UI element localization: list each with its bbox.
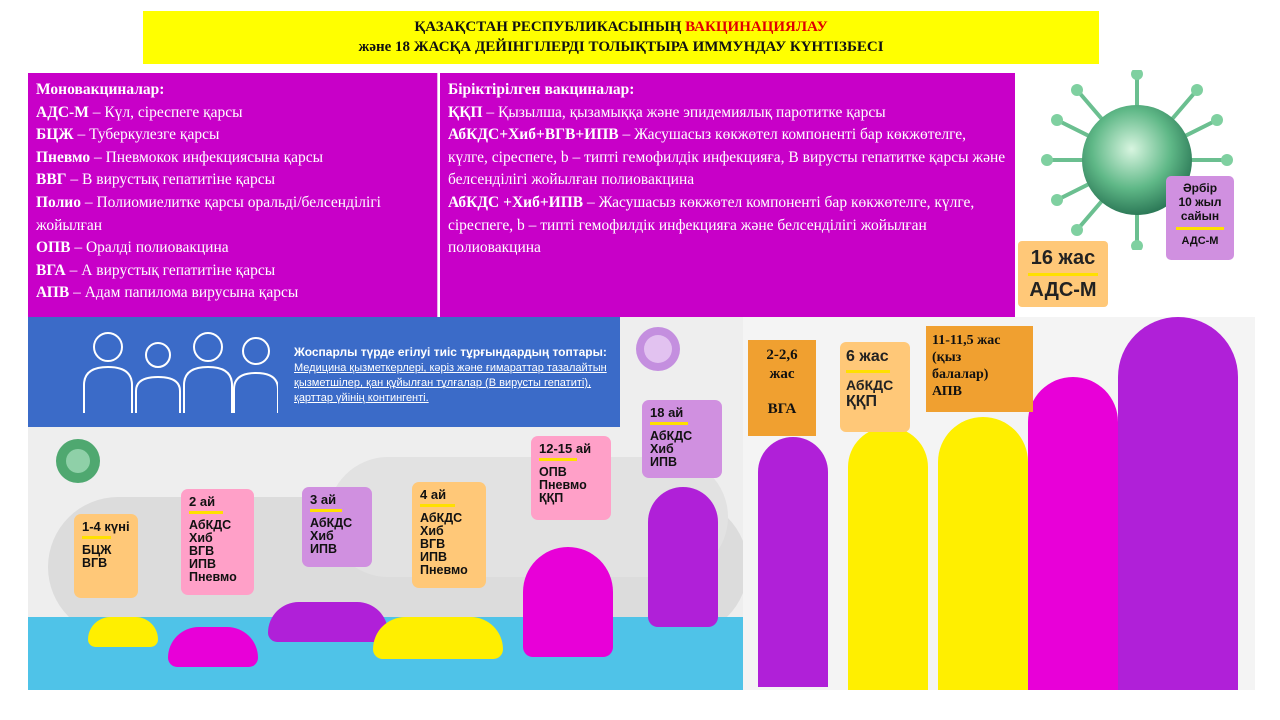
card-bar bbox=[189, 511, 223, 514]
page-title bbox=[143, 11, 1099, 64]
combined-vaccines-panel bbox=[440, 73, 1015, 317]
card-vaccine: АбКДС bbox=[650, 429, 693, 443]
card-line: сайын bbox=[1180, 209, 1220, 223]
mono-abbr: ВГА bbox=[36, 261, 66, 279]
card-line: (қыз bbox=[932, 350, 962, 365]
card-vaccine: ВГВ bbox=[420, 537, 446, 551]
title-line-2: және 18 ЖАСҚА ДЕЙІНГІЛЕРДІ ТОЛЫҚТЫРА ИММУНДАУ КҮНТІЗБЕСІ bbox=[358, 39, 884, 55]
card-vaccine: Пневмо bbox=[189, 570, 237, 584]
card-vaccine: ИПВ bbox=[189, 557, 216, 571]
card-every-10-years bbox=[1166, 176, 1234, 260]
infant-silhouette bbox=[88, 617, 158, 647]
combined-heading: Біріктірілген вакциналар: bbox=[448, 81, 635, 98]
child-silhouette bbox=[848, 427, 928, 690]
people-outline-icon bbox=[78, 325, 278, 415]
card-line: жас bbox=[769, 366, 795, 382]
card-vaccine: ҚҚП bbox=[846, 393, 878, 410]
card-vaccine: ИПВ bbox=[650, 455, 677, 469]
card-age: 1-4 күні bbox=[82, 519, 130, 534]
card-age: 3 ай bbox=[310, 492, 337, 507]
card-vaccine: АбКДС bbox=[310, 516, 353, 530]
card-16-years bbox=[1018, 241, 1108, 307]
mono-abbr: ОПВ bbox=[36, 239, 71, 257]
card-line: балалар) bbox=[932, 367, 989, 382]
card-bar bbox=[1176, 227, 1224, 230]
card-3-months bbox=[302, 487, 372, 567]
mono-item bbox=[36, 169, 429, 192]
mono-desc: – Күл, сіреспеге қарсы bbox=[88, 103, 243, 121]
card-vaccine: ВГА bbox=[767, 401, 797, 417]
mono-desc: – Полиомиелитке қарсы оральді/белсенділігі жойылған bbox=[36, 193, 381, 234]
card-vaccine: АбКДС bbox=[189, 518, 232, 532]
card-18-months bbox=[642, 400, 722, 478]
card-vaccine: ИПВ bbox=[420, 550, 447, 564]
mono-desc: – В вирустық гепатитіне қарсы bbox=[66, 171, 276, 189]
mono-abbr: АДС-М bbox=[36, 103, 89, 121]
combined-item bbox=[448, 124, 1007, 192]
mono-abbr: АПВ bbox=[36, 284, 70, 302]
adult-silhouette bbox=[1118, 317, 1238, 690]
title-line-1 bbox=[143, 17, 1099, 37]
card-vaccine: АПВ bbox=[932, 384, 962, 399]
combined-item bbox=[448, 102, 1007, 125]
mono-abbr: БЦЖ bbox=[36, 126, 74, 144]
combined-abbr: АбКДС+Хиб+ВГВ+ИПВ bbox=[448, 126, 619, 144]
toddler-silhouette bbox=[523, 547, 613, 657]
card-line: 10 жыл bbox=[1178, 195, 1222, 209]
card-4-months bbox=[412, 482, 486, 588]
card-age: 6 жас bbox=[846, 348, 889, 365]
mono-item bbox=[36, 147, 429, 170]
combined-abbr: АбКДС +Хиб+ИПВ bbox=[448, 193, 584, 211]
combined-abbr: ҚҚП bbox=[448, 103, 483, 121]
mono-abbr: ВВГ bbox=[36, 171, 67, 189]
virus-small-icon bbox=[618, 317, 698, 387]
card-11-years-girls bbox=[926, 326, 1033, 412]
card-2-months bbox=[181, 489, 254, 595]
card-vaccine: ВГВ bbox=[189, 544, 215, 558]
mono-item bbox=[36, 192, 429, 237]
mono-item bbox=[36, 102, 429, 125]
card-age: 12-15 ай bbox=[539, 441, 592, 456]
card-bar bbox=[82, 536, 111, 539]
mono-desc: – Туберкулезге қарсы bbox=[73, 126, 220, 144]
card-12-15-months bbox=[531, 436, 611, 520]
card-vaccine: ҚҚП bbox=[539, 491, 564, 505]
card-6-years bbox=[840, 342, 910, 432]
card-vaccine: АбКДС bbox=[846, 377, 894, 393]
mono-item bbox=[36, 282, 429, 305]
card-bar bbox=[650, 422, 688, 425]
card-age: 16 жас bbox=[1030, 247, 1096, 269]
infant-silhouette bbox=[268, 602, 388, 642]
card-age: 18 ай bbox=[650, 405, 684, 420]
mono-abbr: Пневмо bbox=[36, 148, 91, 166]
card-vaccine: ВГВ bbox=[82, 556, 108, 570]
card-vaccine: Хиб bbox=[650, 442, 674, 456]
card-vaccine: Хиб bbox=[310, 529, 334, 543]
mono-abbr: Полио bbox=[36, 193, 81, 211]
banner-text: Медицина қызметкерлері, кәріз және ғимараттар тазалайтын қызметшілер, қан құйылған тұлғалар (В вирусты гепатиті), қарттар үйінің контингенті. bbox=[294, 362, 607, 404]
mono-desc: – Пневмокок инфекциясына қарсы bbox=[90, 148, 324, 166]
title-highlight: ВАКЦИНАЦИЯЛАУ bbox=[685, 19, 828, 35]
card-bar bbox=[420, 504, 455, 507]
card-vaccine: АДС-М bbox=[1181, 235, 1219, 247]
card-vaccine: ОПВ bbox=[539, 465, 567, 479]
card-vaccine: АбКДС bbox=[420, 511, 463, 525]
card-vaccine: Хиб bbox=[420, 524, 444, 538]
mono-vaccines-panel bbox=[28, 73, 438, 317]
mono-item bbox=[36, 124, 429, 147]
card-vaccine: АДС-М bbox=[1029, 279, 1097, 301]
teen-silhouette bbox=[1028, 377, 1118, 690]
card-age: 4 ай bbox=[420, 487, 447, 502]
card-bar bbox=[539, 458, 577, 461]
card-vaccine: Пневмо bbox=[539, 478, 587, 492]
card-line: 11-11,5 жас bbox=[932, 333, 1001, 348]
card-vaccine: Пневмо bbox=[420, 563, 468, 577]
vaccination-scene bbox=[28, 317, 1255, 690]
mono-heading: Моновакциналар: bbox=[36, 81, 165, 98]
combined-desc: – Қызылша, қызамыққа және эпидемиялық паротитке қарсы bbox=[482, 103, 886, 121]
card-vaccine: Хиб bbox=[189, 531, 213, 545]
child-silhouette bbox=[758, 437, 828, 687]
card-line: Әрбір bbox=[1182, 181, 1218, 195]
title-prefix: ҚАЗАҚСТАН РЕСПУБЛИКАСЫНЫҢ bbox=[414, 19, 686, 35]
card-vaccine: БЦЖ bbox=[82, 543, 112, 557]
virus-green-icon bbox=[38, 427, 118, 497]
infant-silhouette bbox=[373, 617, 503, 659]
combined-desc: – Жасушасыз көкжөтел компоненті бар көкжөтелге, күлге, сіреспеге, b – типті гемофилдік инфекцияға және белсенділігі жойылған полиовакцина bbox=[448, 193, 975, 257]
card-line: 2-2,6 bbox=[766, 347, 798, 363]
mono-desc: – Оралді полиовакцина bbox=[70, 239, 229, 257]
card-age: 2 ай bbox=[189, 494, 216, 509]
card-vaccine: ИПВ bbox=[310, 542, 337, 556]
card-1-4-days bbox=[74, 514, 138, 598]
mono-desc: – А вирустық гепатитіне қарсы bbox=[65, 261, 276, 279]
mono-desc: – Адам папилома вирусына қарсы bbox=[69, 284, 299, 302]
mono-item bbox=[36, 260, 429, 283]
card-bar bbox=[1028, 273, 1098, 276]
card-bar bbox=[310, 509, 342, 512]
teen-silhouette bbox=[938, 417, 1028, 690]
combined-desc: – Жасушасыз көкжөтел компоненті бар көкжөтелге, күлге, сіреспеге, b – типті гемофилдік инфекцияға, В вирусты гепатитке қарсы және белсенділігі жойылған полиовакцина bbox=[448, 126, 1006, 189]
risk-groups-banner bbox=[28, 317, 620, 427]
toddler-silhouette bbox=[648, 487, 718, 627]
banner-title: Жоспарлы түрде егілуі тиіс тұрғындардың топтары: bbox=[294, 345, 607, 359]
combined-item bbox=[448, 192, 1007, 260]
mono-item bbox=[36, 237, 429, 260]
infant-silhouette bbox=[168, 627, 258, 667]
card-bar bbox=[846, 370, 890, 373]
card-2-2-6-years bbox=[748, 340, 816, 436]
